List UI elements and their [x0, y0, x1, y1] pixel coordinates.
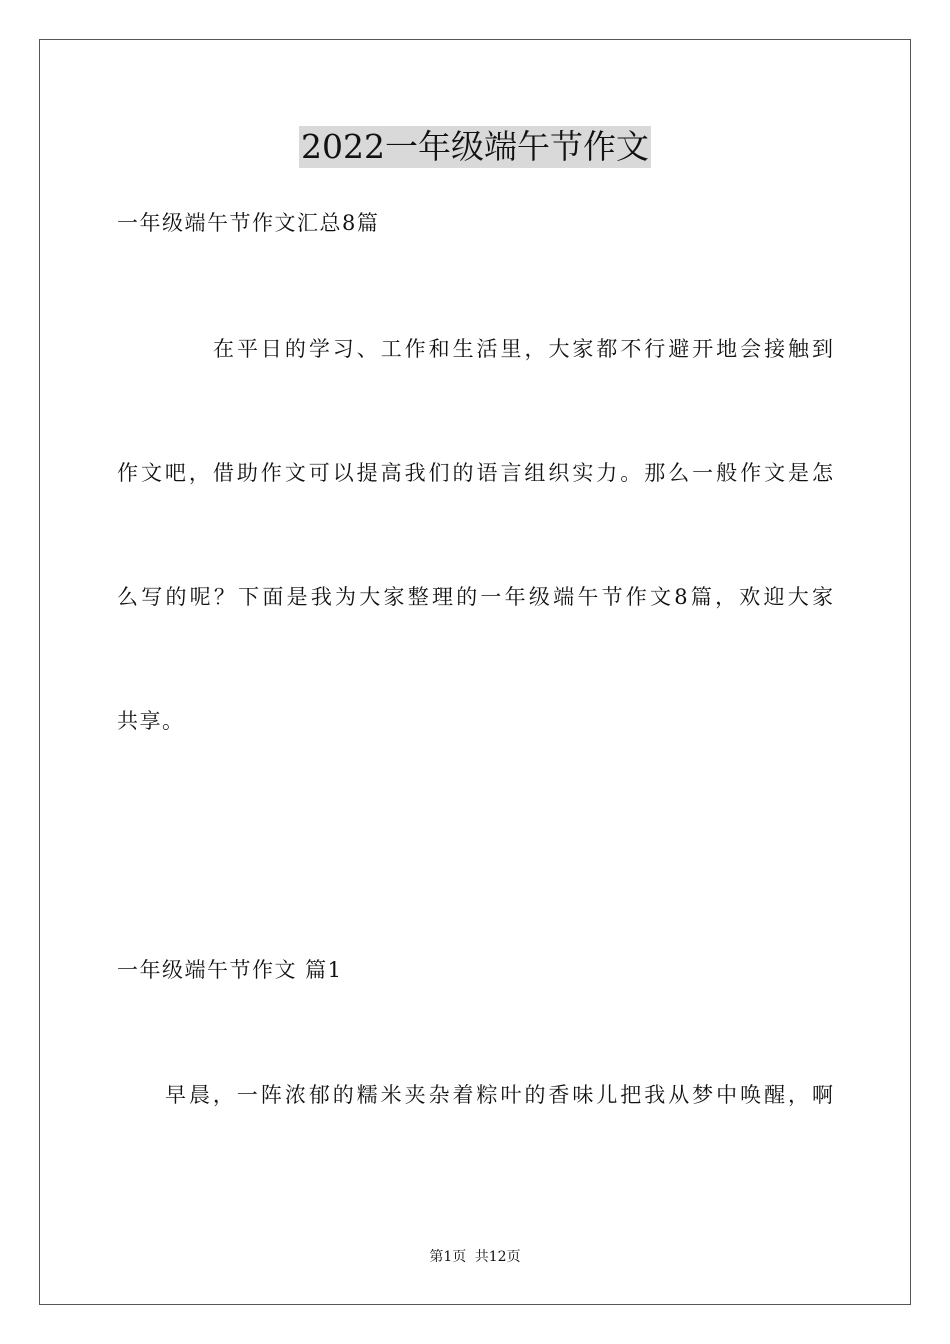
page-number: 第1页 — [429, 1249, 467, 1265]
intro-line-3: 么写的呢？下面是我为大家整理的一年级端午节作文8篇，欢迎大家 — [117, 585, 833, 609]
section-heading: 一年级端午节作文 篇1 — [117, 958, 343, 982]
total-pages: 共12页 — [474, 1249, 521, 1265]
page-footer — [0, 1247, 950, 1267]
document-title: 2022一年级端午节作文 — [301, 127, 649, 166]
title-container — [0, 126, 950, 168]
section-first-line: 早晨，一阵浓郁的糯米夹杂着粽叶的香味儿把我从梦中唤醒，啊 — [165, 1083, 833, 1107]
intro-line-2: 作文吧，借助作文可以提高我们的语言组织实力。那么一般作文是怎 — [117, 461, 833, 485]
document-subtitle: 一年级端午节作文汇总8篇 — [117, 211, 380, 235]
intro-line-1: 在平日的学习、工作和生活里，大家都不行避开地会接触到 — [213, 337, 833, 361]
intro-line-4: 共享。 — [117, 709, 185, 733]
